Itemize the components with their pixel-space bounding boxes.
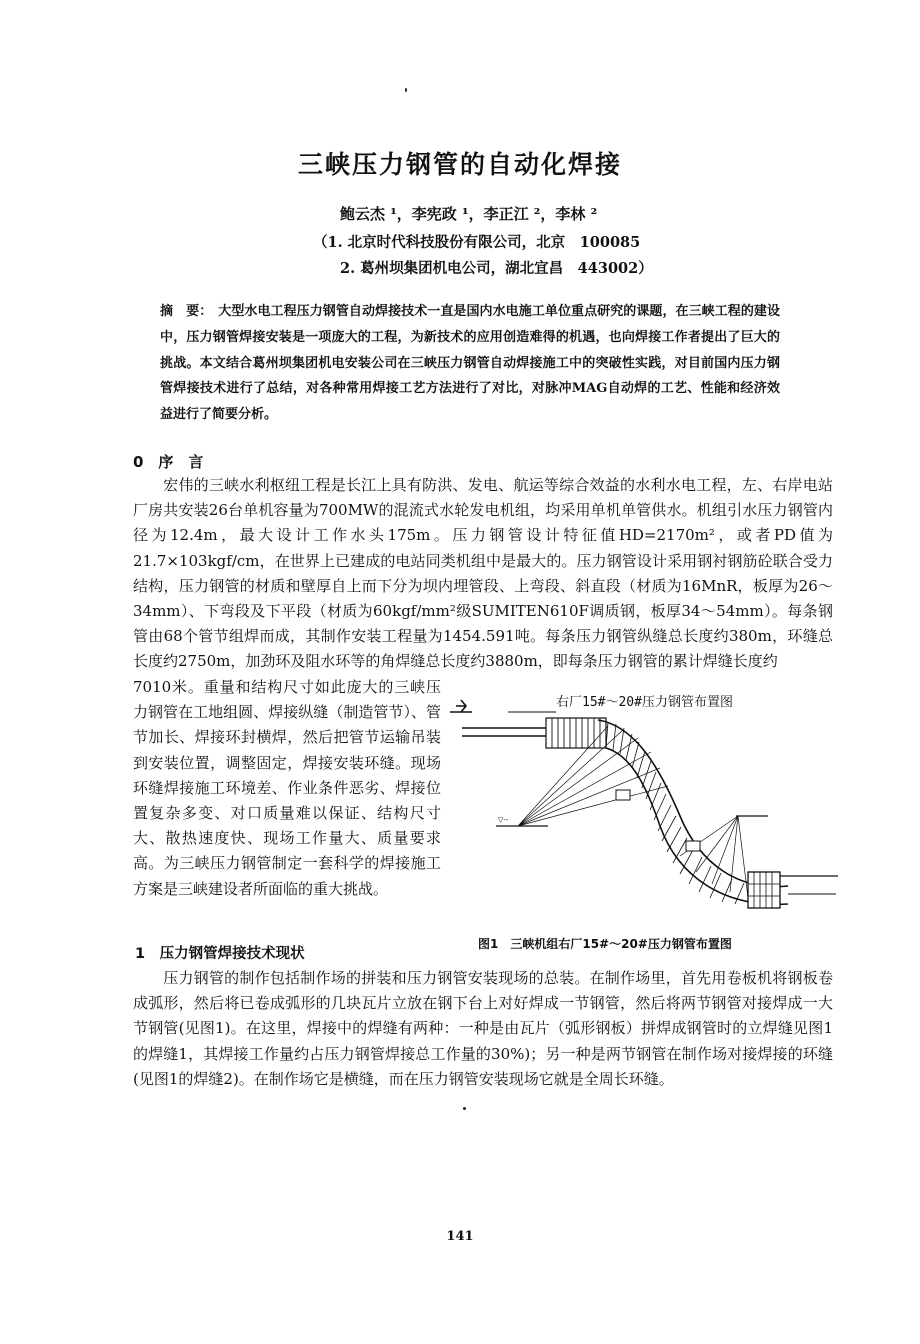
authors: 鲍云杰 ¹，李宪政 ¹，李正江 ²，李林 ²: [340, 205, 598, 223]
section-heading-current-status: 1 压力钢管焊接技术现状: [135, 946, 305, 962]
arrow-marker-icon: [450, 700, 472, 712]
figure-1-penstock-layout: [448, 686, 843, 914]
scan-speck: [405, 88, 407, 92]
scan-speck: [463, 1107, 466, 1110]
abstract-label: 摘 要：: [160, 304, 213, 319]
preface-text-full-width: 宏伟的三峡水利枢纽工程是长江上具有防洪、发电、航运等综合效益的水利水电工程，左、右岸电站厂房共安装26台单机容量为700MW的混流式水轮发电机组，均采用单机单管供水。机组引水压力钢管内径为12.4m，最大设计工作水头175m。压力钢管设计特征值HD=2170m²，或者PD值为21.7×103kgf/cm，在世界上已建成的电站同类机组中是最大的。压力钢管设计采用钢衬钢筋砼联合受力结构，压力钢管的材质和壁厚自上而下分为坝内埋管段、上弯段、斜直段（材质为16MnR，板厚为26～34mm）、下弯段及下平段（材质为60kgf/mm²级SUMITEN610F调质钢，板厚34～54mm）。每条钢管由68个管节组焊而成，其制作安装工程量为1454.591吨。每条压力钢管纵缝总长度约380m，环缝总长度约2750m，加劲环及阻水环等的角焊缝总长度约3880m，即每条压力钢管的累计焊缝长度约: [133, 476, 833, 671]
figure-1-caption: 图1 三峡机组右厂15#～20#压力钢管布置图: [478, 937, 732, 951]
status-paragraph: [133, 966, 833, 1092]
paper-title: 三峡压力钢管的自动化焊接: [297, 150, 622, 179]
section-heading-preface: 0 序 言: [133, 453, 204, 471]
abstract: [160, 299, 780, 428]
affiliation-2: 2. 葛州坝集团机电公司，湖北宜昌 443002）: [340, 260, 653, 277]
preface-paragraph: [133, 473, 833, 675]
status-text: 压力钢管的制作包括制作场的拼装和压力钢管安装现场的总装。在制作场里，首先用卷板机将钢板卷成弧形，然后将已卷成弧形的几块瓦片立放在钢下台上对好焊成一节钢管，然后将两节钢管对接焊成一大节钢管(见图1)。在这里，焊接中的焊缝有两种：一种是由瓦片（弧形钢板）拼焊成钢管时的立焊缝见图1的焊缝1，其焊接工作量约占压力钢管焊接总工作量的30%)；另一种是两节钢管在制作场对接焊接的环缝(见图1的焊缝2)。在制作场它是横缝，而在压力钢管安装现场它就是全周长环缝。: [133, 969, 833, 1088]
page-number: 141: [446, 1229, 474, 1244]
preface-paragraph-beside-figure: 7010米。重量和结构尺寸如此庞大的三峡压力钢管在工地组圆、焊接纵缝（制造管节）、管节加长、焊接环封横焊，然后把管节运输吊装到安装位置，调整固定，焊接安装环缝。现场环缝焊接施工环境差、作业条件恶劣、焊接位置复杂多变、对口质量难以保证、结构尺寸大、散热速度快、现场工作量大、质量要求高。为三峡压力钢管制定一套科学的焊接施工方案是三峡建设者所面临的重大挑战。: [133, 678, 441, 898]
affiliation-1: （1. 北京时代科技股份有限公司，北京 100085: [313, 234, 641, 251]
figure-handwritten-note: 右厂15#～20#压力钢管布置图: [556, 695, 733, 710]
svg-text:▽--: ▽--: [498, 816, 509, 824]
abstract-text: 大型水电工程压力钢管自动焊接技术一直是国内水电施工单位重点研究的课题，在三峡工程的建设中，压力钢管焊接安装是一项庞大的工程，为新技术的应用创造难得的机遇，也向焊接工作者提出了巨大的挑战。本文结合葛州坝集团机电安装公司在三峡压力钢管自动焊接施工中的突破性实践，对目前国内压力钢管焊接技术进行了总结，对各种常用焊接工艺方法进行了对比，对脉冲MAG自动焊的工艺、性能和经济效益进行了简要分析。: [160, 304, 780, 423]
